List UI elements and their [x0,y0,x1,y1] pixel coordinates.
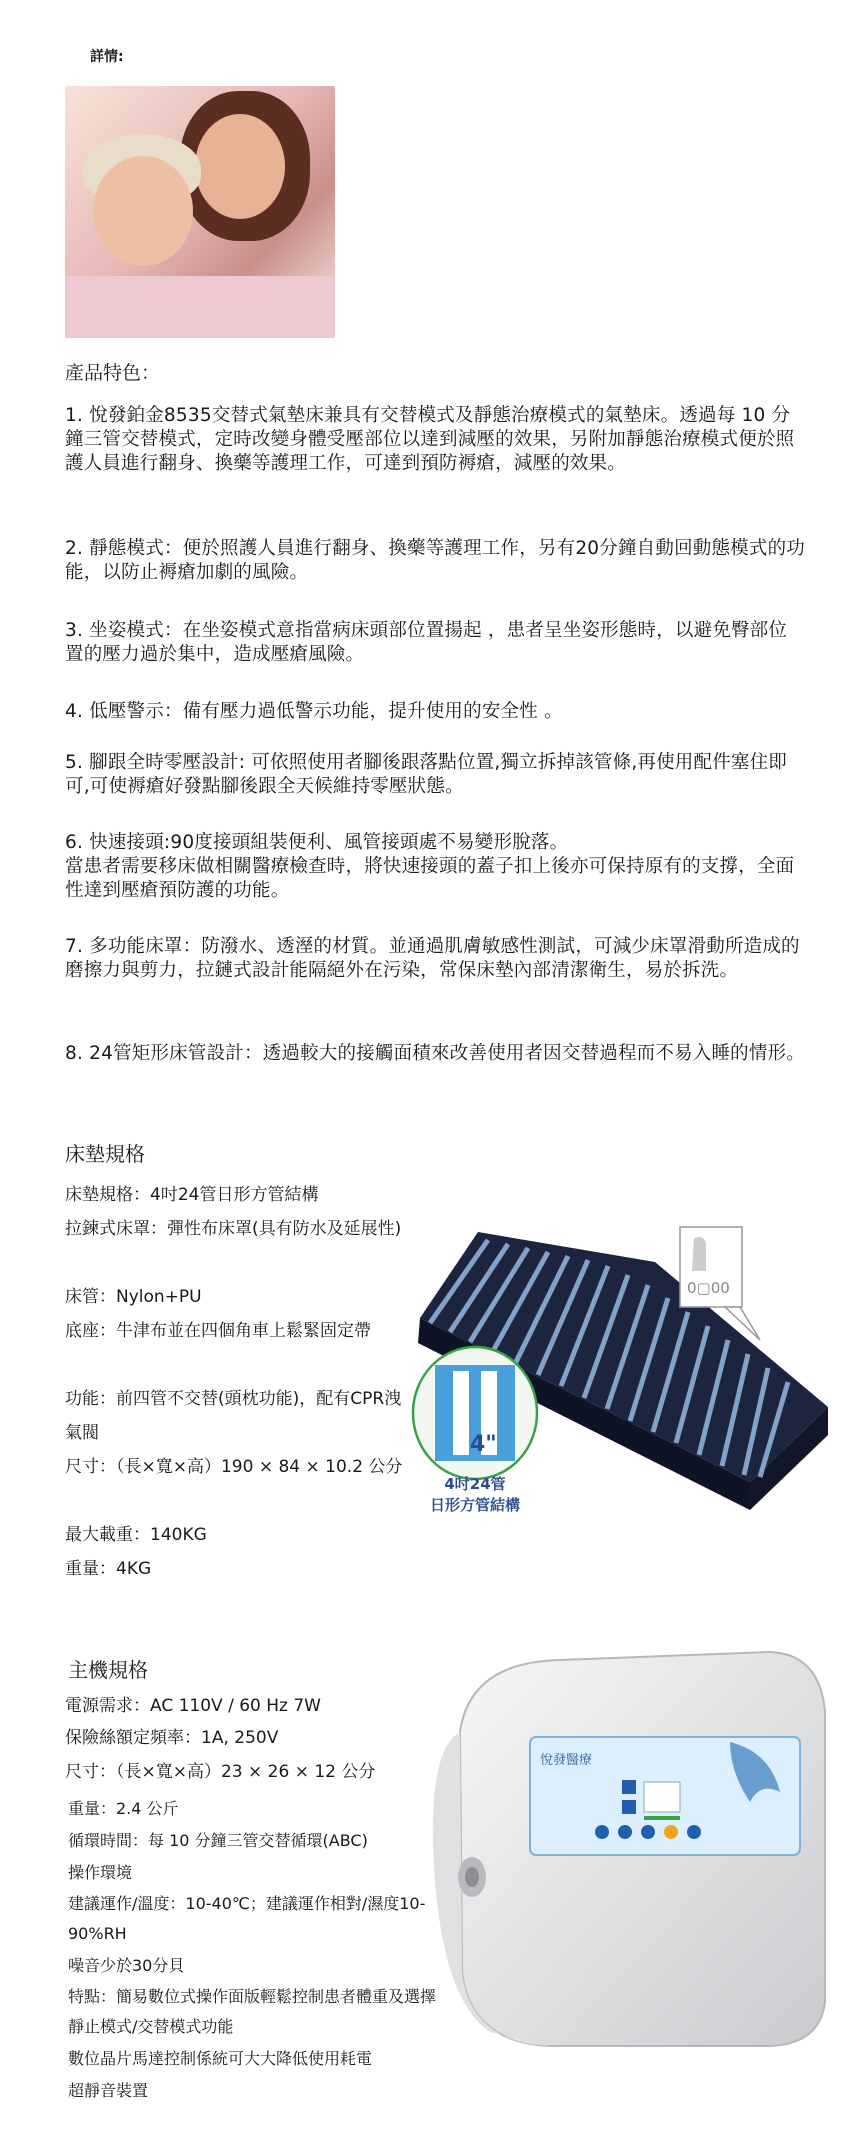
feature-item-2: 2. 靜態模式：便於照護人員進行翻身、換藥等護理工作，另有20分鐘自動回動態模式的功能，以防止褥瘡加劇的風險。 [65,538,805,583]
pump-spec-line: 超靜音裝置 [68,2081,149,2100]
badge-title-line: 日形方管結構 [429,1496,521,1514]
pump-spec-line: 操作環境 [68,1863,133,1882]
pump-spec-line: 建議運作/溫度：10-40℃；建議運作相對/濕度10-90%RH [68,1894,426,1943]
mattress-spec-line: 最大載重：140KG [65,1525,207,1545]
pump-unit-illustration [430,1642,830,2052]
mattress-spec-line: 功能：前四管不交替(頭枕功能)，配有CPR洩氣閥 [65,1389,402,1443]
feature-item-5: 5. 腳跟全時零壓設計: 可依照使用者腳後跟落點位置,獨立拆掉該管條,再使用配件塞住即可,可使褥瘡好發點腳後跟全天候維持零壓狀態。 [65,752,788,797]
mattress-spec-line: 床墊規格：4吋24管日形方管結構 [65,1185,319,1205]
mattress-spec-title: 床墊規格 [65,1142,145,1166]
pump-spec-line: 保險絲額定頻率：1A, 250V [65,1728,279,1748]
mattress-spec-line: 拉鍊式床罩：彈性布床罩(具有防水及延展性) [65,1219,402,1239]
features-title: 產品特色： [65,362,161,384]
feature-item-1: 1. 悅發鉑金8535交替式氣墊床兼具有交替模式及靜態治療模式的氣墊床。透過每 10 分鐘三管交替模式，定時改變身體受壓部位以達到減壓的效果，另附加靜態治療模式便於照護人員進行翻身、換藥等護理工作，可達到預防褥瘡，減壓的效果。 [65,405,795,474]
mattress-spec-line: 底座：牛津布並在四個角車上鬆緊固定帶 [65,1321,371,1341]
pump-spec-line: 重量：2.4 公斤 [68,1799,179,1818]
badge-title-line: 4吋24管 [444,1475,506,1493]
pump-spec-line: 循環時間：每 10 分鐘三管交替循環(ABC) [68,1831,368,1850]
mattress-spec-line: 床管：Nylon+PU [65,1287,202,1307]
pump-spec-line: 尺寸：（長×寬×高）23 × 26 × 12 公分 [65,1762,376,1782]
mattress-spec-line: 尺寸：（長×寬×高）190 × 84 × 10.2 公分 [65,1457,403,1477]
feature-item-8: 8. 24管矩形床管設計：透過較大的接觸面積來改善使用者因交替過程而不易入睡的情形。 [65,1043,805,1064]
badge-size-label: 4" [470,1432,497,1457]
tube-badge-icon [410,1343,540,1518]
pump-brand-label: 悅發醫療 [540,1753,593,1768]
inset-label: 0▢00 [687,1279,730,1297]
feature-item-7: 7. 多功能床罩：防潑水、透溼的材質。並通過肌膚敏感性測試，可減少床罩滑動所造成的磨擦力與剪力，拉鏈式設計能隔絕外在污染，常保床墊內部清潔衛生，易於拆洗。 [65,936,800,981]
pump-spec-title: 主機規格 [68,1658,148,1682]
feature-item-3: 3. 坐姿模式：在坐姿模式意指當病床頭部位置揚起 ，患者呈坐姿形態時，以避免臀部位置的壓力過於集中，造成壓瘡風險。 [65,620,788,665]
mattress-spec-line: 重量：4KG [65,1559,152,1579]
product-photo [65,86,335,338]
feature-item-6: 6. 快速接頭:90度接頭組裝便利、風管接頭處不易變形脫落。 當患者需要移床做相關醫療檢查時，將快速接頭的蓋子扣上後亦可保持原有的支撐，全面性達到壓瘡預防護的功能。 [65,832,795,901]
pump-spec-line: 數位晶片馬達控制係統可大大降低使用耗電 [68,2049,373,2068]
pump-spec-line: 特點：簡易數位式操作面版輕鬆控制患者體重及選擇靜止模式/交替模式功能 [68,1987,437,2036]
feature-item-4: 4. 低壓警示：備有壓力過低警示功能，提升使用的安全性 。 [65,701,563,722]
detail-label: 詳情: [90,49,124,65]
pump-spec-line: 噪音少於30分貝 [68,1956,185,1975]
pump-spec-line: 電源需求：AC 110V / 60 Hz 7W [65,1696,321,1716]
